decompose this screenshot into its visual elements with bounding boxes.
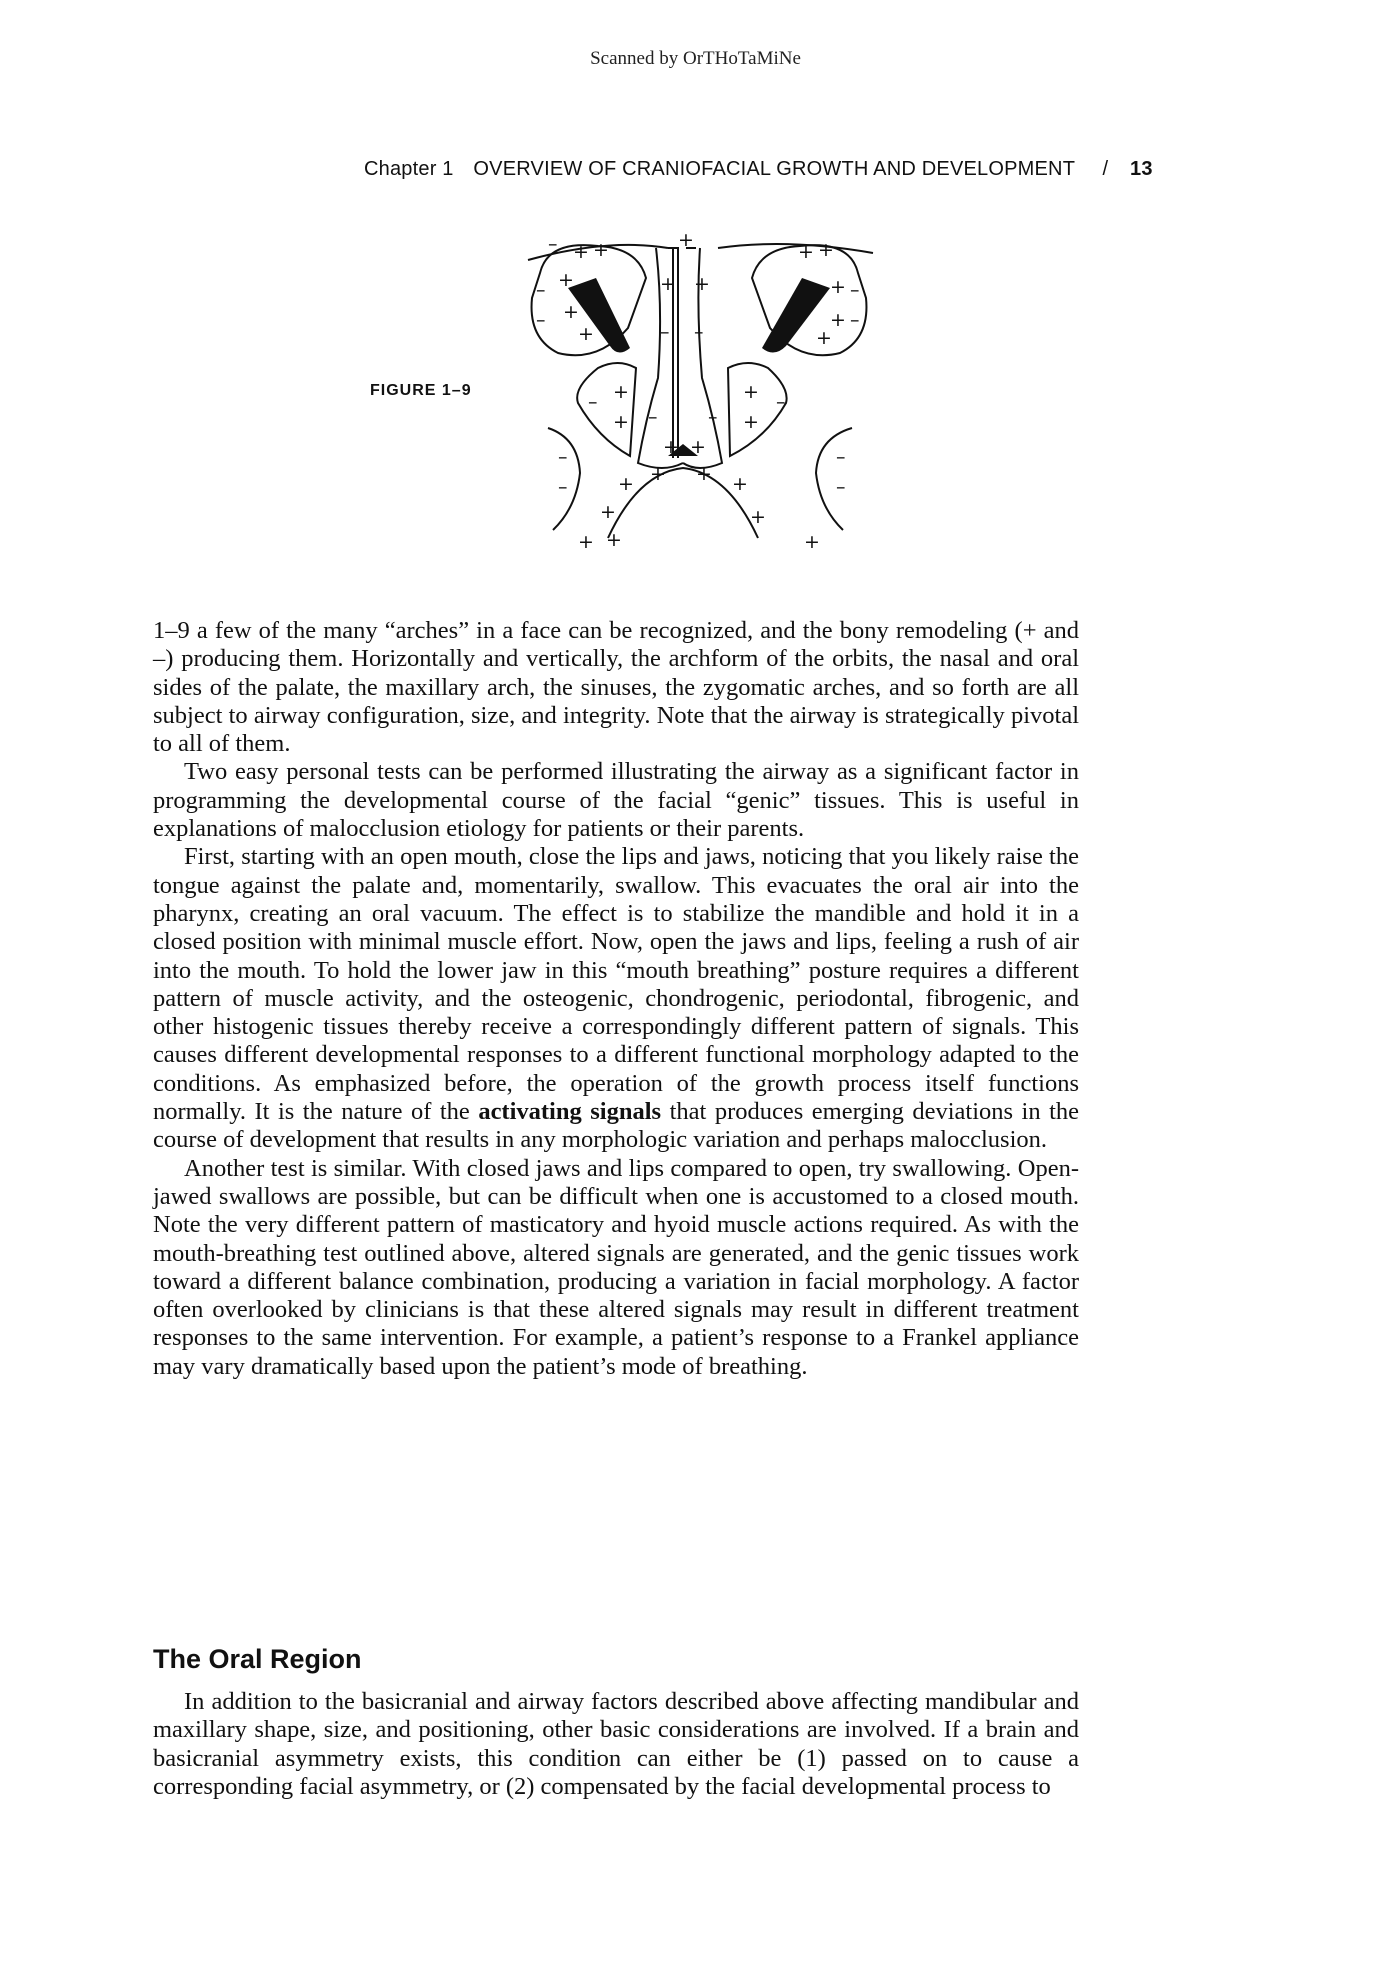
- section-heading: The Oral Region: [153, 1644, 362, 1674]
- plus-sign: +: [650, 463, 666, 485]
- plus-sign: +: [804, 531, 820, 553]
- minus-sign: –: [648, 406, 658, 428]
- plus-sign: +: [750, 506, 766, 528]
- bold-term: activating signals: [478, 1098, 662, 1126]
- section-text: [153, 1688, 1079, 1801]
- plus-sign: +: [830, 309, 846, 331]
- page-number: 13: [1130, 158, 1153, 180]
- paragraph: In addition to the basicranial and airway factors described above affecting mandibular and maxillary shape, size, and positioning, other basic considerations are involved. If a brain and basicranial asymmetry exists, this condition can either be (1) passed on to cause a corresponding facial asymmetry, or (2) compensated by the facial developmental process to: [153, 1688, 1079, 1800]
- plus-sign: +: [696, 463, 712, 485]
- remodeling-markers: [536, 229, 860, 553]
- plus-sign: +: [593, 239, 609, 261]
- paragraph: Two easy personal tests can be performed illustrating the airway as a significant factor in programming the developmental course of the facial “genic” tissues. This is useful in explanations of malocclusion etiology for patients or their parents.: [153, 758, 1079, 843]
- paragraph-text: that produces emerging deviations in the course of development that results in any morphologic variation and perhaps malocclusion.: [153, 1098, 1080, 1154]
- plus-sign: +: [798, 241, 814, 263]
- paragraph-first-test: [153, 843, 1079, 1154]
- plus-sign: +: [743, 381, 759, 403]
- plus-sign: +: [732, 473, 748, 495]
- minus-sign: –: [548, 233, 558, 255]
- plus-sign: +: [578, 323, 594, 345]
- minus-sign: –: [588, 391, 598, 413]
- plus-sign: +: [573, 241, 589, 263]
- paragraph: Another test is similar. With closed jaws and lips compared to open, try swallowing. Open-jawed swallows are possible, but can be difficult when one is accustomed to a closed mouth. Note the very different pattern of masticatory and hyoid muscle actions required. As with the mouth-breathing test outlined above, altered signals are generated, and the genic tissues work toward a different balance combination, producing a variation in facial morphology. A factor often overlooked by clinicians is that these altered signals may result in different treatment responses to the same intervention. For example, a patient’s response to a Frankel appliance may vary dramatically based upon the patient’s mode of breathing.: [153, 1154, 1079, 1380]
- minus-sign: –: [776, 391, 786, 413]
- minus-sign: –: [836, 446, 846, 468]
- minus-sign: –: [558, 476, 568, 498]
- left-sinus-outline: [577, 363, 636, 456]
- scan-watermark: Scanned by OrTHoTaMiNe: [590, 48, 801, 69]
- minus-sign: –: [536, 279, 546, 301]
- plus-sign: +: [660, 273, 676, 295]
- plus-sign: +: [613, 381, 629, 403]
- paragraph-text: First, starting with an open mouth, close the lips and jaws, noticing that you likely raise the tongue against the palate and, momentarily, swallow. This evacuates the oral air into the pharynx, creating an oral vacuum. The effect is to stabilize the mandible and hold it in a closed position with minimal muscle effort. Now, open the jaws and lips, feeling a rush of air into the mouth. To hold the lower jaw in this “mouth breathing” posture requires a different pattern of muscle activity, and the osteogenic, chondrogenic, periodontal, fibrogenic, and other histogenic tissues thereby receive a correspondingly different pattern of signals. This causes different developmental responses to a different functional morphology adapted to the conditions. As emphasized before, the operation of the growth process itself functions normally. It is the nature of the: [153, 843, 1079, 1126]
- plus-sign: +: [600, 501, 616, 523]
- plus-sign: +: [816, 327, 832, 349]
- minus-sign: –: [850, 309, 860, 331]
- minus-sign: –: [850, 279, 860, 301]
- right-zygomatic-arch: [816, 428, 852, 530]
- plus-sign: +: [618, 473, 634, 495]
- minus-sign: –: [536, 309, 546, 331]
- running-header: [364, 158, 1244, 181]
- main-text: [153, 617, 1079, 1381]
- plus-sign: +: [613, 411, 629, 433]
- plus-sign: +: [830, 276, 846, 298]
- figure-label: FIGURE 1–9: [370, 382, 472, 399]
- plus-sign: +: [606, 529, 622, 551]
- plus-sign: +: [578, 531, 594, 553]
- figure-1-9-facial-arches-diagram: [518, 218, 880, 564]
- figure-caption-text: 1–9 a few of the many “arches” in a face can be recognized, and the bony remodeling (+ and –) producing them. Horizontally and vertically, the archform of the orbits, the nasal and oral sides of the palate, the maxillary arch, the sinuses, the zygomatic arches, and so forth are all subject to airway configuration, size, and integrity. Note that the airway is strategically pivotal to all of them.: [153, 617, 1079, 758]
- header-separator: /: [1102, 158, 1109, 180]
- minus-sign: –: [708, 406, 718, 428]
- plus-sign: +: [818, 239, 834, 261]
- plus-sign: +: [558, 269, 574, 291]
- minus-sign: –: [558, 446, 568, 468]
- plus-sign: +: [694, 273, 710, 295]
- plus-sign: +: [690, 436, 706, 458]
- plus-sign: +: [743, 411, 759, 433]
- minus-sign: –: [836, 476, 846, 498]
- minus-sign: –: [660, 321, 670, 343]
- minus-sign: –: [694, 321, 704, 343]
- plus-sign: +: [563, 301, 579, 323]
- chapter-number: Chapter 1: [364, 158, 454, 180]
- plus-sign: +: [678, 229, 694, 251]
- plus-sign: +: [663, 436, 679, 458]
- chapter-title: OVERVIEW OF CRANIOFACIAL GROWTH AND DEVELOPMENT: [473, 158, 1075, 180]
